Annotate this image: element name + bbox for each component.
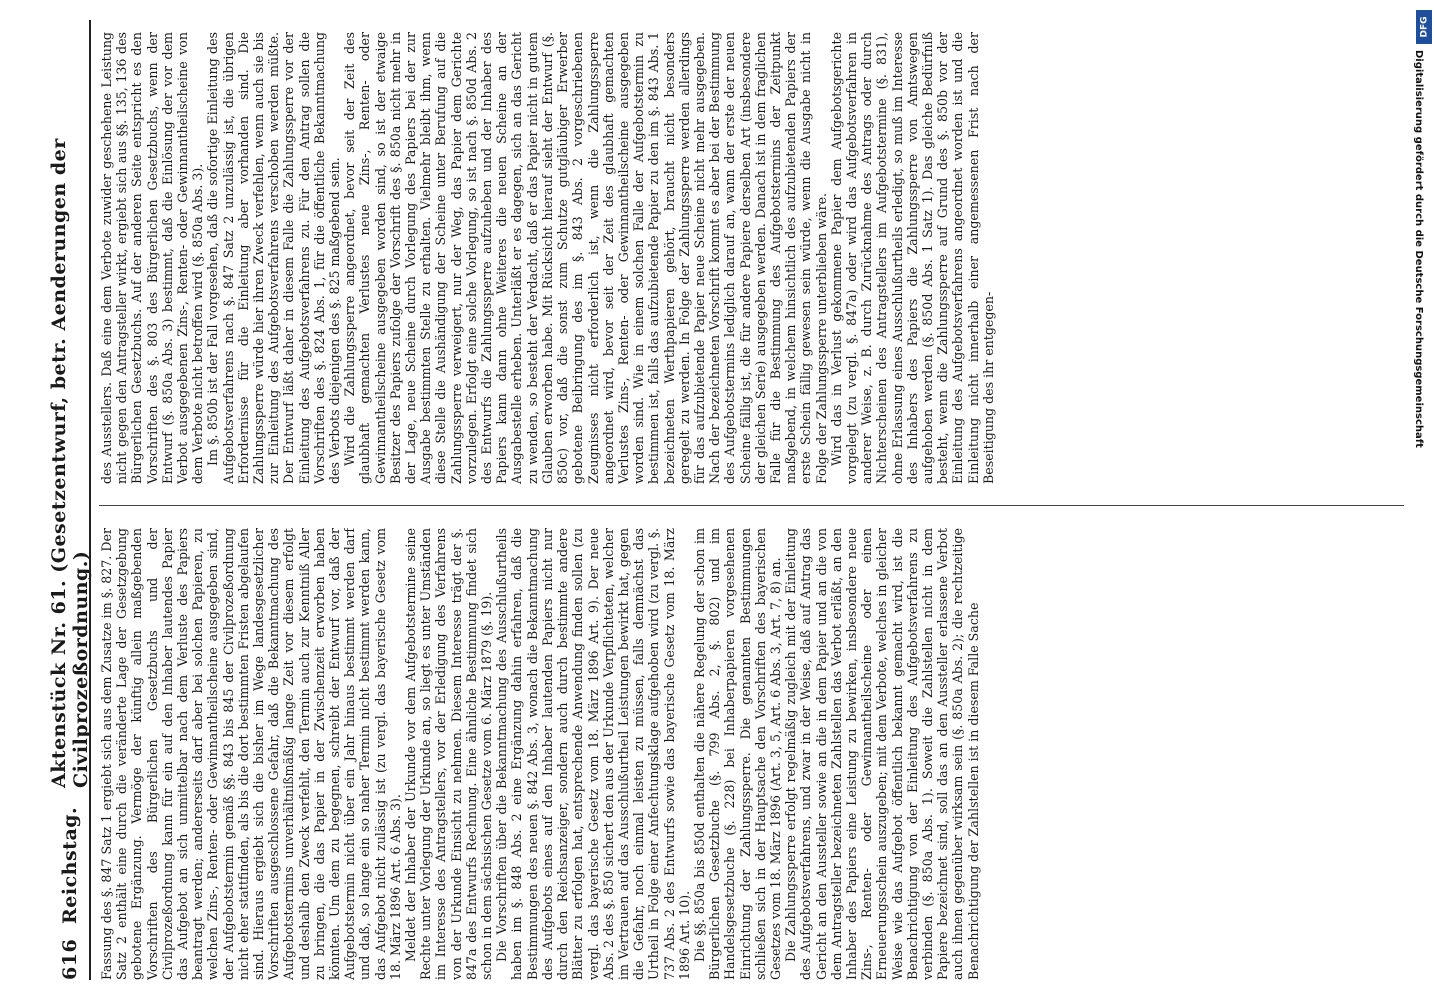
dfg-badge <box>1416 10 1432 44</box>
paragraph: Die §§. 850a bis 850d enthalten die nähere Regelung der schon im Bürgerlichen Gesetzbuche (§. 799 Abs. 2, §. 802) und im Handelsgesetzbuche (§. 228) bei Inhaberpapieren vorgesehenen Einrichtung der Zahlungssperre. Die genannten Bestimmungen schließen sich in der Hauptsache den Vorschriften des bayerischen Gesetzes vom 18. März 1896 (Art. 3, 5, Art. 6 Abs. 3, Art. 7, 8) an. <box>691 528 783 980</box>
page-title: Aktenstück Nr. 61. (Gesetzentwurf, betr. Aenderungen der Civilprozeßordnung.) <box>48 138 92 788</box>
left-column <box>99 528 1419 980</box>
page-header <box>48 20 92 980</box>
paragraph: Meldet der Inhaber der Urkunde vor dem Aufgebotstermine seine Rechte unter Vorlegung der Urkunde an, so liegt es unter Umständen im Interesse des Antragstellers, vor der Erledigung des Verfahrens von der Urkunde Einsicht zu nehmen. Diesem Interesse trägt der §. 847a des Entwurfs Rechnung. Eine ähnliche Bestimmung findet sich schon in dem sächsischen Gesetze vom 6. März 1879 (§. 19). <box>403 528 495 980</box>
column-divider <box>99 505 1404 506</box>
dfg-badge-label: DFG <box>1419 16 1430 38</box>
right-column <box>99 32 1419 484</box>
digitization-sidebar <box>1413 10 1432 990</box>
paragraph: Die Zahlungssperre erfolgt regelmäßig zugleich mit der Einleitung des Aufgebotsverfahrens, und zwar in der Weise, daß auf Antrag das Gericht an den Aussteller sowie an die in dem Papier und an die von dem Antragsteller bezeichneten Zahlstellen das Verbot erläßt, an den Inhaber des Papiers eine Leistung zu bewirken, insbesondere neue Zins-, Renten- oder Gewinnantheilscheine oder einen Erneuerungsschein auszugeben; mit dem Verbote, welches in gleicher Weise wie das Aufgebot öffentlich bekannt gemacht wird, ist die Benachrichtigung von der Einleitung des Aufgebotsverfahrens zu verbinden (§. 850a Abs. 1). Soweit die Zahlstellen nicht in dem Papiere bezeichnet sind, soll das an den Aussteller erlassene Verbot auch ihnen gegenüber wirksam sein (§. 850a Abs. 2); die rechtzeitige Benachrichtigung der Zahlstellen ist in diesem Falle Sache <box>783 528 981 980</box>
page-number: 616 <box>59 938 81 980</box>
paragraph: Fassung des §. 847 Satz 1 ergiebt sich aus dem Zusatze im §. 827. Der Satz 2 enthält eine durch die veränderte Lage der Gesetzgebung gebotene Ergänzung. Vermöge der künftig allein maßgebenden Vorschriften des Bürgerlichen Gesetzbuchs und der Civilprozeßordnung kann für ein auf den Inhaber lautendes Papier das Aufgebot an sich unmittelbar nach dem Verluste des Papiers beantragt werden; andererseits darf aber bei solchen Papieren, zu welchen Zins-, Renten- oder Gewinnantheilscheine ausgegeben sind, der Aufgebotstermin gemäß §§. 843 bis 845 der Civilprozeßordnung nicht eher stattfinden, als bis die dort bestimmten Fristen abgelaufen sind. Hieraus ergiebt sich die bisher im Wege landesgesetzlicher Vorschriften ausgeschlossene Gefahr, daß die Bekanntmachung des Aufgebotstermins unverhältnißmäßig lange Zeit vor diesem erfolgt und deshalb den Zweck verfehlt, den Termin auch zur Kenntniß Aller zu bringen, die das Papier in der Zwischenzeit erworben haben könnten. Um dem zu begegnen, schreibt der Entwurf vor, daß der Aufgebotstermin nicht über ein Jahr hinaus bestimmt werden darf und daß, so lange ein so naher Termin nicht bestimmt werden kann, das Aufgebot nicht zulässig ist (zu vergl. das bayerische Gesetz vom 18. März 1896 Art. 6 Abs. 3). <box>99 528 403 980</box>
credit-text: Digitalisierung gefördert durch die Deutsche Forschungsgemeinschaft <box>1413 50 1424 448</box>
paragraph: Wird das in Verlust gekommene Papier dem Aufgebotsgerichte vorgelegt (zu vergl. §. 847a) oder wird das Aufgebotsverfahren in anderer Weise, z. B. durch Zurücknahme des Antrags oder durch Nichterscheinen des Antragstellers im Aufgebotstermine (§. 831), ohne Erlassung eines Ausschlußurtheils erledigt, so muß im Interesse des Inhabers des Papiers die Zahlungssperre von Amtswegen aufgehoben werden (§. 850d Abs. 1 Satz 1). Das gleiche Bedürfniß besteht, wenn die Zahlungssperre auf Grund des §. 850b vor der Einleitung des Aufgebotsverfahrens angeordnet worden ist und die Einleitung nicht innerhalb einer angemessenen Frist nach der Beseitigung des ihr entgegen- <box>828 32 996 484</box>
paragraph: Die Vorschriften über die Bekanntmachung des Ausschlußurtheils haben im §. 848 Abs. 2 eine Ergänzung dahin erfahren, daß die Bestimmungen des neuen §. 842 Abs. 3, wonach die Bekanntmachung des Aufgebots eines auf den Inhaber lautenden Papiers nicht nur durch den Reichsanzeiger, sondern auch durch bestimmte andere Blätter zu erfolgen hat, entsprechende Anwendung finden sollen (zu vergl. das bayerische Gesetz vom 18. März 1896 Art. 9). Der neue Abs. 2 des §. 850 sichert den aus der Urkunde Verpflichteten, welcher im Vertrauen auf das Ausschlußurtheil Leistungen bewirkt hat, gegen die Gefahr, noch einmal leisten zu müssen, falls demnächst das Urtheil in Folge einer Anfechtungsklage aufgehoben wird (zu vergl. §. 737 Abs. 2 des Entwurfs sowie das bayerische Gesetz vom 18. März 1896 Art. 10). <box>494 528 692 980</box>
paragraph: Wird die Zahlungssperre angeordnet, bevor seit der Zeit des glaubhaft gemachten Verlustes neue Zins-, Renten- oder Gewinnantheilscheine ausgegeben worden sind, so ist der etwaige Besitzer des Papiers zufolge der Vorschrift des §. 850a nicht mehr in der Lage, neue Scheine durch Vorlegung des Papiers bei der zur Ausgabe bestimmten Stelle zu erhalten. Vielmehr bleibt ihm, wenn diese Stelle die Aushändigung der Scheine unter Berufung auf die Zahlungssperre verweigert, nur der Weg, das Papier dem Gerichte vorzulegen. Erfolgt eine solche Vorlegung, so ist nach §. 850d Abs. 2 des Entwurfs die Zahlungssperre aufzuheben und der Inhaber des Papiers kann dann ohne Weiteres die neuen Scheine an der Ausgabestelle erheben. Unterläßt er es dagegen, sich an das Gericht zu wenden, so besteht der Verdacht, daß er das Papier nicht in gutem Glauben erworben habe. Mit Rücksicht hierauf sieht der Entwurf (§. 850c) vor, daß die sonst zum Schutze gutgläubiger Erwerber gebotene Beibringung des im §. 843 Abs. 2 vorgeschriebenen Zeugnisses nicht erforderlich ist, wenn die Zahlungssperre angeordnet wird, bevor seit der Zeit des glaubhaft gemachten Verlustes Zins-, Renten- oder Gewinnantheilscheine ausgegeben worden sind. Wie in einem solchen Falle der Aufgebotstermin zu bestimmen ist, falls das aufzubietende Papier zu den im §. 843 Abs. 1 bezeichneten Werthpapieren gehört, braucht nicht besonders geregelt zu werden. In Folge der Zahlungssperre werden allerdings für das aufzubietende Papier neue Scheine nicht mehr ausgegeben. Nach der bezeichneten Vorschrift kommt es aber bei der Bestimmung des Aufgebotstermins lediglich darauf an, wann der erste der neuen Scheine fällig ist, die für andere Papiere derselben Art (insbesondere der gleichen Serie) ausgegeben werden. Danach ist in dem fraglichen Falle für die Bestimmung des Aufgebotstermins der Zeitpunkt maßgebend, in welchem hinsichtlich des aufzubietenden Papiers der erste Schein fällig gewesen sein würde, wenn die Ausgabe nicht in Folge der Zahlungssperre unterblieben wäre. <box>342 32 829 484</box>
document-page <box>48 20 1430 980</box>
header-rule <box>89 20 91 980</box>
digitization-credit <box>1413 50 1432 610</box>
paragraph: Im §. 850b ist der Fall vorgesehen, daß die sofortige Einleitung des Aufgebotsverfahrens nach §. 847 Satz 2 unzulässig ist, die übrigen Erfordernisse für die Einleitung aber vorhanden sind. Die Zahlungssperre würde hier ihren Zweck verfehlen, wenn auch sie bis zur Einleitung des Aufgebotsverfahrens verschoben werden müßte. Der Entwurf läßt daher in diesem Falle die Zahlungssperre vor der Einleitung des Aufgebotsverfahrens zu. Für den Antrag sollen die Vorschriften des §. 824 Abs. 1, für die öffentliche Bekanntmachung des Verbots diejenigen des §. 825 maßgebend sein. <box>205 32 343 484</box>
header-left-label: Reichstag. <box>59 806 81 924</box>
paragraph: des Ausstellers. Daß eine dem Verbote zuwider geschehene Leistung nicht gegen den Antragsteller wirkt, ergiebt sich aus §§. 135, 136 des Bürgerlichen Gesetzbuchs. Auf der anderen Seite entspricht es den Vorschriften des §. 803 des Bürgerlichen Gesetzbuchs, wenn der Entwurf (§. 850a Abs. 3) bestimmt, daß die Einlösung der vor dem Verbot ausgegebenen Zins-, Renten- oder Gewinnantheilscheine von dem Verbote nicht betroffen wird (§. 850a Abs. 3). <box>99 32 206 484</box>
